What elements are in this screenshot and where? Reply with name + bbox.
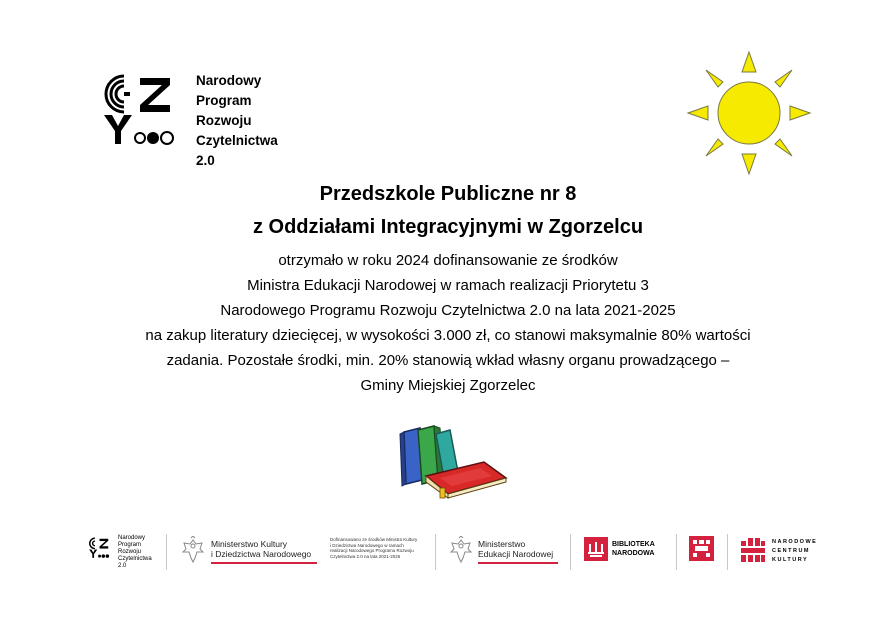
footer-bn-logo (584, 528, 666, 574)
bn-line: BIBLIOTEKA (612, 541, 655, 548)
nprc-small-line: Narodowy (118, 535, 146, 541)
footer-men-logo (446, 528, 564, 574)
nprc-small-line: Rozwoju (118, 549, 142, 555)
polish-eagle-icon (448, 536, 474, 564)
nck-line: KULTURY (772, 557, 809, 563)
title-line-2: z Oddziałami Integracyjnymi w Zgorzelcu (252, 216, 644, 238)
men-text (478, 539, 553, 559)
red-square-pattern-icon (689, 536, 714, 561)
bn-crown-icon (584, 537, 608, 561)
logo-line: Narodowy (196, 73, 262, 88)
footer-nck-logo (740, 528, 816, 574)
sun-icon (686, 50, 812, 176)
logo-line: Program (196, 93, 252, 108)
body-line: Narodowego Programu Rozwoju Czytelnictwa 2.0 na lata 2021-2025 (220, 302, 676, 319)
footer-red-square-logo (689, 528, 717, 574)
main-content (0, 178, 896, 398)
footer-divider (676, 534, 677, 570)
funding-line: Dofinansowano ze środków Ministra Kultury (330, 537, 418, 542)
polish-eagle-icon (180, 536, 206, 564)
bn-text (612, 541, 655, 558)
nck-emblem-icon (740, 537, 766, 563)
bn-emblem-icon (584, 537, 608, 561)
logo-line: 2.0 (196, 153, 215, 168)
nck-text (772, 538, 817, 565)
footer-logos (0, 528, 896, 574)
body-line: otrzymało w roku 2024 dofinansowanie ze środków (278, 252, 618, 269)
nck-line: NARODOWE (772, 539, 818, 545)
nprc-logo (100, 70, 320, 170)
body-line: zadania. Pozostałe środki, min. 20% stanowią wkład własny organu prowadzącego – (166, 352, 730, 369)
mkidn-line: i Dziedzictwa Narodowego (211, 549, 312, 559)
footer-divider (727, 534, 728, 570)
funding-text (330, 537, 417, 559)
body-line: na zakup literatury dziecięcej, w wysokości 3.000 zł, co stanowi maksymalnie 80% wartości (145, 327, 751, 344)
nprc-logo-text (196, 71, 278, 171)
nprc-small-line: 2.0 (118, 563, 127, 569)
footer-mkidn-logo (178, 528, 320, 574)
books-icon (396, 424, 508, 500)
mkidn-red-line (211, 562, 317, 564)
body-text (0, 248, 896, 398)
nprc-small-line: Czytelnictwa (118, 556, 152, 562)
logo-line: Rozwoju (196, 113, 252, 128)
funding-line: realizacji Narodowego Programu Rozwoju (330, 548, 414, 553)
funding-line: Czytelnictwa 2.0 na lata 2021-2025 (330, 553, 401, 559)
title-line-1: Przedszkole Publiczne nr 8 (319, 183, 577, 205)
mkidn-text (211, 539, 311, 559)
footer-divider (166, 534, 167, 570)
nprc-small-text (118, 535, 152, 570)
footer-funding-note (330, 528, 430, 574)
nprc-logo-mark-icon (100, 70, 190, 150)
men-line: Ministerstwo (478, 539, 526, 549)
footer-divider (570, 534, 571, 570)
logo-line: Czytelnictwa (196, 133, 278, 148)
body-line: Ministra Edukacji Narodowej w ramach realizacji Priorytetu 3 (247, 277, 649, 294)
men-red-line (478, 562, 558, 564)
men-line: Edukacji Narodowej (478, 549, 554, 559)
body-line: Gminy Miejskiej Zgorzelec (360, 377, 536, 394)
footer-nprc-logo (88, 528, 163, 574)
footer-divider (435, 534, 436, 570)
nprc-small-mark-icon (88, 536, 114, 560)
mkidn-line: Ministerstwo Kultury (211, 539, 288, 549)
red-square-emblem-icon (689, 536, 714, 561)
funding-line: i Dziedzictwa Narodowego w ramach (330, 542, 404, 548)
nck-line: CENTRUM (772, 548, 810, 554)
bn-line: NARODOWA (612, 549, 655, 557)
nprc-small-line: Program (118, 542, 142, 548)
